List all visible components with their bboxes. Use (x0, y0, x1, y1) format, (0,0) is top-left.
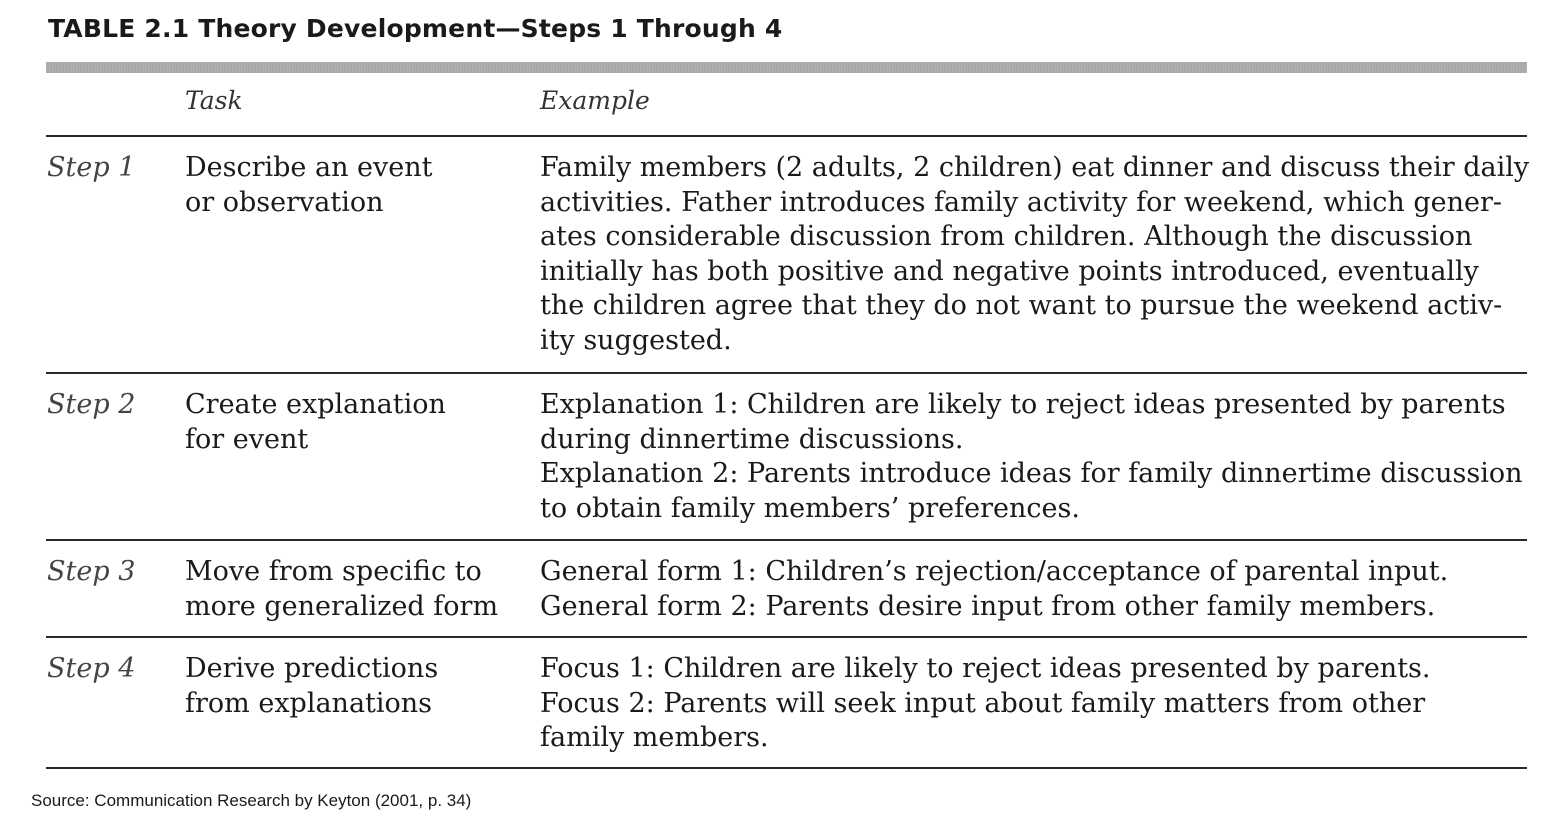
table-title: TABLE 2.1 Theory Development—Steps 1 Through 4 (48, 14, 783, 43)
example-line: Explanation 2: Parents introduce ideas for family dinnertime discussion (540, 458, 1523, 489)
row-divider (46, 539, 1527, 541)
step-label: Step 2 (47, 389, 136, 420)
header-rule (46, 135, 1527, 137)
task-cell (185, 555, 498, 624)
title-rule (46, 62, 1527, 73)
bottom-rule (46, 767, 1527, 769)
example-cell (540, 388, 1523, 526)
column-header-example: Example (540, 86, 650, 115)
example-line: to obtain family members’ preferences. (540, 492, 1080, 524)
example-line: Family members (2 adults, 2 children) eat dinner and discuss their daily (540, 152, 1530, 183)
example-line: activities. Father introduces family activity for weekend, which gener- (540, 186, 1502, 218)
example-line: the children agree that they do not want to pursue the weekend activ- (540, 290, 1503, 321)
step-label: Step 1 (47, 152, 136, 183)
step-label: Step 3 (47, 556, 136, 587)
task-line: for event (185, 423, 309, 455)
column-header-task: Task (185, 86, 243, 115)
example-cell (540, 652, 1431, 756)
example-line: ity suggested. (540, 324, 732, 356)
row-divider (46, 372, 1527, 374)
example-cell (540, 555, 1448, 624)
task-line: Derive predictions (185, 653, 439, 684)
step-label: Step 4 (47, 653, 136, 684)
task-line: Move from specific to (185, 556, 482, 587)
task-line: more generalized form (185, 590, 499, 622)
example-line: General form 1: Children’s rejection/acceptance of parental input. (540, 556, 1449, 587)
example-line: Explanation 1: Children are likely to reject ideas presented by parents (540, 389, 1506, 420)
source-caption: Source: Communication Research by Keyton (2001, p. 34) (31, 791, 472, 810)
task-line: from explanations (185, 687, 433, 719)
row-divider (46, 636, 1527, 638)
task-line: Describe an event (185, 152, 433, 183)
example-line: ates considerable discussion from children. Although the discussion (540, 221, 1473, 252)
example-line: family members. (540, 722, 769, 753)
example-line: initially has both positive and negative points introduced, eventually (540, 255, 1479, 287)
task-cell (185, 151, 433, 220)
example-cell (540, 151, 1529, 358)
task-cell (185, 652, 438, 721)
task-line: Create explanation (185, 389, 446, 420)
example-line: General form 2: Parents desire input from other family members. (540, 590, 1436, 622)
example-line: Focus 1: Children are likely to reject ideas presented by parents. (540, 653, 1431, 684)
task-cell (185, 388, 446, 457)
example-line: Focus 2: Parents will seek input about family matters from other (540, 687, 1426, 719)
task-line: or observation (185, 186, 384, 218)
example-line: during dinnertime discussions. (540, 423, 964, 455)
